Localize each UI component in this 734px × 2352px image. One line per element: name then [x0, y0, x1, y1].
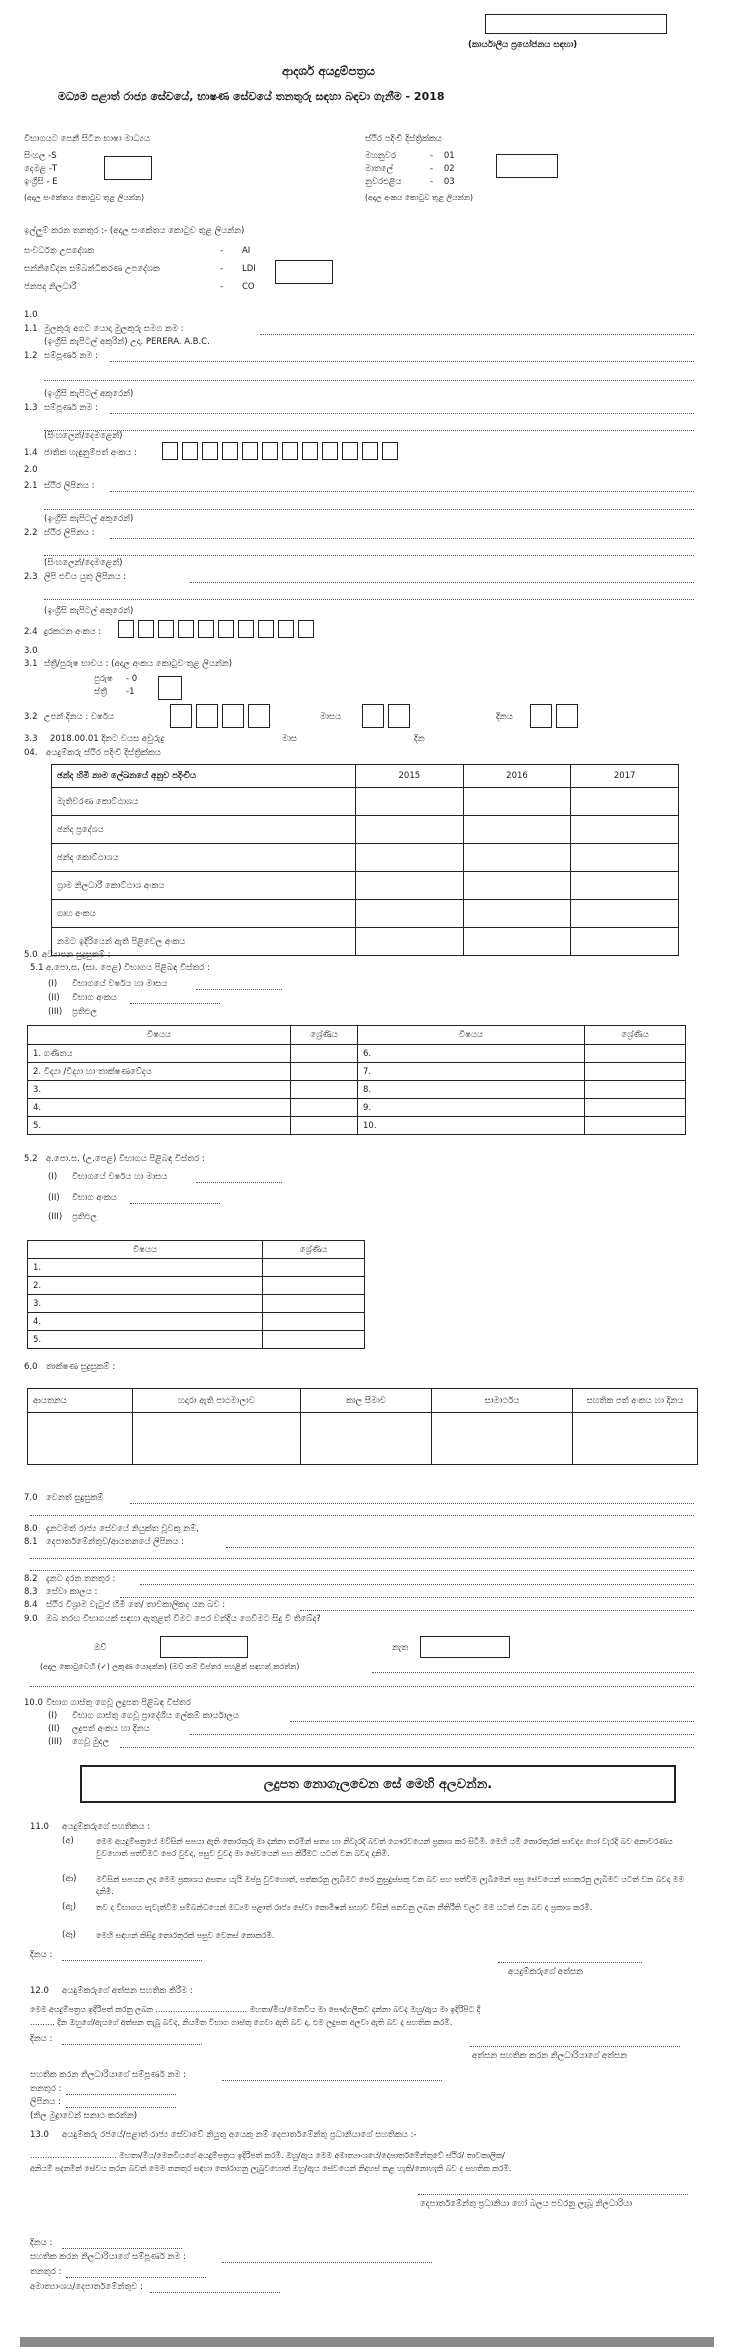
al-index-line[interactable] [130, 1203, 220, 1204]
gender-female: ස්ත්‍රී [94, 687, 108, 697]
tech-header-4: සහතික පත් අංකය හා දිනය [573, 1389, 698, 1413]
s12-date-label: දිනය : [30, 2034, 53, 2044]
s12-sign-line[interactable] [470, 2046, 680, 2047]
post-item-2: සන්නිවේදන සම්බන්ධීකරණ උපදේශක [24, 264, 160, 274]
office-use-box[interactable] [485, 14, 667, 34]
tech-header-0: ආයතනය [28, 1389, 133, 1413]
s11-declaration-2: මවිසින් සපයන ලද මෙම ප්‍රකාශය අසත්‍ය යැයි ඔප්පු වුවහොත්, පත්කරනු ලැබීමට පෙර නුසුදුස්සකු වන බව සහ පත්වීම ලැබීමෙන් පසු සේවයෙන් පහකරනු ලැබීමට යටත් වන බවද මම දනිමි. [96, 1875, 685, 1896]
q83-line[interactable] [120, 1597, 694, 1598]
s7-line-2[interactable] [30, 1515, 694, 1516]
table-row [52, 816, 679, 844]
s13-date-line[interactable] [62, 2248, 182, 2249]
ol-subject: 1. ගණිතය [28, 1045, 291, 1063]
s11-date-label: දිනය : [30, 1950, 53, 1960]
al-results-label: ප්‍රතිඵල [72, 1212, 97, 1222]
q12-line-1[interactable] [110, 361, 694, 362]
s13-name-line[interactable] [222, 2262, 432, 2263]
s13-line-2: අනියම් පදනමින් සේවය කරන බවත් මෙම තනතුර සඳහා තෝරාගනු ලැබුවහොත් ඔහු/ඇය සේවයෙන් නිදහස් කළ හැකි/නොහැකි බව ද සහතික කරමි. [30, 2164, 512, 2173]
q13-note: (සිංහලෙන්/දෙමළෙන්) [44, 431, 123, 441]
s12-address-line[interactable] [66, 2107, 176, 2108]
q33-label: 2018.00.01 දිනට වයස අවුරුදු [50, 734, 165, 744]
al-subject: 3. [28, 1295, 263, 1313]
table-row [52, 928, 679, 956]
nic-cells[interactable] [162, 442, 402, 460]
post-heading: ඉල්ලුම් කරන තනතුර :- (අදාල සංකේතය කොටුව තුළ ලියන්න) [24, 226, 245, 236]
table-row [28, 1277, 365, 1295]
table-row [28, 1063, 686, 1081]
table-row [28, 1331, 365, 1349]
q11-label: මුලකුරු අගට යොදා මුලකුරු සමග නම : [44, 324, 184, 334]
al-header-grade: ශ්‍රේණිය [263, 1241, 365, 1259]
s7-line-1[interactable] [130, 1503, 694, 1504]
district-note: (අදාල අංකය කොටුව තුළ ලියන්න) [365, 193, 473, 202]
electoral-row-label: ගෘහ අංකය [52, 900, 356, 928]
footer-bar [20, 2337, 714, 2347]
q12-number: 1.2 [24, 351, 38, 361]
s12-line-1: මෙම අයදුම්පත්‍රය ඉදිරිපත් කරනු ලබන ..................................... මහතා/මිය/මෙනවිය මා පෞද්ගලිකව දන්නා බවද ඔහු/ඇය මා ඉදිරිපිට දී [30, 2005, 481, 2014]
s13-ministry-label: අමාත්‍යාංශය/දෙපාර්තමේන්තුව : [30, 2282, 143, 2292]
q23-number: 2.3 [24, 572, 38, 582]
ol-header-subject-1: විෂයය [28, 1026, 291, 1045]
q80-number: 8.0 [24, 1524, 38, 1534]
s1-number: 1.0 [24, 310, 38, 320]
ol-subject: 5. [28, 1117, 291, 1135]
ol-subject: 7. [358, 1063, 585, 1081]
q12-line-2[interactable] [44, 380, 694, 381]
s10-line-3[interactable] [120, 1747, 694, 1748]
birth-month-cells[interactable] [362, 704, 414, 728]
post-item-1: සංවර්ධන උපදේශක [24, 246, 95, 256]
q81-line-1[interactable] [226, 1547, 694, 1548]
s11-number: 11.0 [30, 1822, 49, 1832]
s11-declaration-4: මෙහි සඳහන් කිසිදු තොරතුරක් පසුව වෙනස් නොකරමි. [96, 1931, 275, 1940]
s5-label: අධ්‍යාපන සුදුසුකම් : [42, 950, 111, 960]
al-year-line[interactable] [196, 1182, 282, 1183]
al-year-label: විභාගයේ වර්ෂය හා මාසය [72, 1172, 168, 1182]
district-kandy-code: - 01 [430, 151, 455, 161]
ol-year-roman: (I) [48, 979, 58, 989]
s13-label: අයදුම්කරු රජයේ/පළාත් රාජ්‍ය සේවාවේ නියුතු අයෙකු නම් දෙපාර්තමේන්තු ප්‍රධානියාගේ සහතිකය :- [62, 2130, 417, 2140]
q23-line-1[interactable] [190, 582, 694, 583]
s13-ministry-line[interactable] [150, 2292, 280, 2293]
q11-number: 1.1 [24, 324, 38, 334]
al-subject: 2. [28, 1277, 263, 1295]
electoral-row-label: මැතිවරණ කොට්ඨාශය [52, 788, 356, 816]
s11-date-line[interactable] [62, 1960, 202, 1961]
q84-label: ස්ථිර විශ්‍රාම වැටුප් හිමි තෙ/ තාවකාලිකද යන බව : [46, 1600, 226, 1610]
al-year-roman: (I) [48, 1172, 58, 1182]
q81-number: 8.1 [24, 1537, 38, 1547]
medium-sinhala: සිංහල -S [24, 151, 57, 161]
ol-header-grade-2: ශ්‍රේණිය [585, 1026, 686, 1045]
electoral-header-0: ඡන්ද හිමි නාම ලේඛනයේ අනුව පදිංචිය [52, 765, 356, 788]
s10-roman-3: (III) [48, 1737, 63, 1747]
q12-label: සම්පූර්ණ නම : [44, 351, 98, 361]
s11-label: අයදුම්කරුගේ සහතිකය : [62, 1822, 151, 1832]
s10-roman-2: (II) [48, 1724, 60, 1734]
q80-label: දැනටමත් රාජ්‍ය සේවයේ නියුක්ත වූවකු නම්, [46, 1524, 199, 1534]
q51-number: 5.1 [30, 963, 44, 973]
al-subject: 4. [28, 1313, 263, 1331]
q22-note: (සිංහලෙන්/දෙමළෙන්) [44, 558, 123, 568]
table-row [52, 900, 679, 928]
q21-number: 2.1 [24, 481, 38, 491]
s13-name-label: සහතික කරන නිලධාරියාගේ සම්පූර්ණ නම : [30, 2252, 186, 2262]
q82-number: 8.2 [24, 1574, 38, 1584]
tech-header-2: කාල සීමාව [301, 1389, 432, 1413]
q52-label: අ.පො.ස. (උ.පෙළ) විභාගය පිළිබඳ විස්තර : [46, 1154, 205, 1164]
s10-item-3: ගෙවූ මුදල [72, 1737, 110, 1747]
district-matale: මාතලේ [365, 164, 394, 174]
al-results-table [27, 1240, 365, 1349]
district-nuwaraeliya-code: - 03 [430, 177, 455, 187]
q11-line[interactable] [260, 334, 694, 335]
al-results-roman: (III) [48, 1212, 63, 1222]
ol-results-roman: (III) [48, 1007, 63, 1017]
phone-cells[interactable] [118, 620, 318, 638]
ol-index-roman: (II) [48, 993, 60, 1003]
tech-header-1: හදාරා ඇති පාඨමාලාව [133, 1389, 301, 1413]
q14-number: 1.4 [24, 448, 38, 458]
medium-heading: විභාගයට පෙනී සිටින භාෂා මාධ්‍යය [24, 134, 150, 144]
age-month-label: මාස [282, 734, 298, 744]
electoral-row-label: නමට ඉදිරියෙන් ඇති පිළිවෙල අංකය [52, 928, 356, 956]
s12-post-line[interactable] [66, 2094, 176, 2095]
s10-item-2: ලදුපත් අංකය හා දිනය [72, 1724, 150, 1734]
q84-line[interactable] [300, 1610, 694, 1611]
medium-tamil: දෙමළ -T [24, 164, 58, 174]
s10-line-2[interactable] [190, 1734, 694, 1735]
q14-label: ජාතික හැඳුනුම්පත් අංකය : [44, 448, 137, 458]
q23-note: (ඉංග්‍රීසි කැපිටල් අකුරෙන්) [44, 606, 134, 616]
post-box[interactable] [275, 260, 333, 284]
electoral-header-2: 2016 [463, 765, 571, 788]
birth-year-cells[interactable] [170, 704, 274, 728]
s10-item-1: විභාග ගාස්තු ගෙවූ ප්‍රාදේශීය ලේකම් කාර්යාලය [72, 1711, 239, 1721]
s9-note: (අදාල කොටුවෙහි (✓) ලකුණ යොදන්න) (ඔව් නම් විස්තර පහළින් සඳහන් කරන්න) [40, 1662, 300, 1671]
s9-line-2[interactable] [30, 1686, 694, 1687]
ol-subject: 4. [28, 1099, 291, 1117]
ol-subject: 3. [28, 1081, 291, 1099]
q13-label: සම්පූර්ණ නම : [44, 403, 98, 413]
s12-seal-note: (නිල මුද්‍රාවෙන් සනාථ කරන්න) [30, 2111, 138, 2121]
electoral-row-label: ඡන්ද කොට්ඨාශය [52, 844, 356, 872]
s10-number: 10.0 [24, 1698, 43, 1708]
ol-year-label: විභාගයේ වර්ෂය හා මාසය [72, 979, 168, 989]
s13-post-line[interactable] [66, 2277, 206, 2278]
q23-line-2[interactable] [44, 599, 694, 600]
s6-number: 6.0 [24, 1362, 38, 1372]
s11-marker-1: (අ) [62, 1836, 74, 1846]
q51-label: අ.පො.ස. (සා. පෙළ) විභාගය පිළිබඳ විස්තර : [46, 963, 210, 973]
s9-number: 9.0 [24, 1614, 38, 1624]
ol-subject: 2. විද්‍යා /විද්‍යා හා තාක්ෂණවේදය [28, 1063, 291, 1081]
s13-sign-line[interactable] [418, 2194, 688, 2195]
table-row [52, 788, 679, 816]
q21-line-1[interactable] [110, 491, 694, 492]
tech-header-3: සාමාර්ථය [432, 1389, 573, 1413]
district-box[interactable] [496, 154, 558, 178]
ol-year-line[interactable] [196, 989, 282, 990]
q81-line-3[interactable] [30, 1570, 694, 1571]
q22-line-2[interactable] [44, 555, 694, 556]
ol-index-label: විභාග අංකය [72, 993, 117, 1003]
post-item-2-code: - LDI [220, 264, 256, 274]
s5-number: 5.0 [24, 950, 38, 960]
q22-number: 2.2 [24, 528, 38, 538]
s11-marker-4: (ඈ) [62, 1930, 77, 1940]
al-index-roman: (II) [48, 1193, 60, 1203]
birth-day-label: දිනය [496, 712, 513, 722]
s11-marker-3: (ඇ) [62, 1902, 77, 1912]
q32-number: 3.2 [24, 712, 38, 722]
s9-yes-box[interactable] [160, 1636, 248, 1658]
ol-subject: 10. [358, 1117, 585, 1135]
q22-label: ස්ථිර ලිපිනය : [44, 528, 95, 538]
age-day-label: දින [414, 734, 425, 744]
q31-label: ස්ත්‍රී/පුරුෂ භාවය : (අදාල අංකය කොටුව තුළ ලියන්න) [44, 659, 233, 669]
s11-declaration-1: මෙම අයදුම්පත්‍රයේ මවිසින් සපයා ඇති තොරතුරු මා දන්නා තරමින් සත්‍ය හා නිවැරදි බවත් ගෞරවයෙන් ප්‍රකාශ කර සිටිමි. මෙහි යම් තොරතුරක් සාවද්‍ය හෝ වැරදි බව අනාවරණය වුවහොත් පත්වීමට පෙර වුවද, පසුව වුවද මා සේවයෙන් පහ කිරීමට යටත් වන බවද දනිමි. [96, 1837, 673, 1858]
medium-note: (අදාල සංකේතය කොටුව තුළ ලියන්න) [24, 193, 145, 202]
s9-line-1[interactable] [372, 1672, 694, 1673]
s4-number: 04. [24, 748, 38, 758]
gender-male: පුරුෂ [94, 674, 113, 684]
s10-line-1[interactable] [290, 1721, 694, 1722]
al-header-subject: විෂයය [28, 1241, 263, 1259]
s4-label: අයදුම්කරු ස්ථිර පදිංචි දිස්ත්‍රික්කය [46, 748, 161, 758]
q24-number: 2.4 [24, 627, 38, 637]
q82-label: දැනට දරන තනතුර : [46, 1574, 116, 1584]
district-heading: ස්ථිර පදිංචි දිස්ත්‍රික්කය [365, 134, 442, 144]
q52-number: 5.2 [24, 1154, 38, 1164]
ol-header-subject-2: විෂයය [358, 1026, 585, 1045]
q24-label: දුරකථන අංකය : [44, 627, 102, 637]
q13-line-2[interactable] [44, 430, 694, 431]
electoral-header-1: 2015 [356, 765, 464, 788]
s12-address-label: ලිපිනය : [30, 2097, 61, 2107]
q81-label: දෙපාර්තමේන්තුව/ආයතනයේ ලිපිනය : [46, 1537, 185, 1547]
q13-line-1[interactable] [110, 413, 694, 414]
s10-label: විභාග ගාස්තු ගෙවූ ලදුපත පිළිබඳ විස්තර [46, 1698, 191, 1708]
q82-line[interactable] [140, 1584, 694, 1585]
q33-number: 3.3 [24, 734, 38, 744]
receipt-paste-area[interactable]: ලදුපත නොගැලවෙන සේ මෙහි අලවන්න. [80, 1765, 676, 1803]
table-row [28, 1099, 686, 1117]
al-subject: 5. [28, 1331, 263, 1349]
form-subtitle: මධ්‍යම පළාත් රාජ්‍ය සේවයේ, භාෂණ සේවයේ තනතුරු සඳහා බඳවා ගැනීම - 2018 [58, 90, 445, 103]
gender-female-code: -1 [126, 687, 135, 697]
al-index-label: විභාග අංකය [72, 1193, 117, 1203]
ol-subject: 9. [358, 1099, 585, 1117]
s12-sign-label: අත්සන සහතික කරන නිලධාරියාගේ අත්සන [472, 2051, 628, 2061]
q21-line-2[interactable] [44, 509, 694, 510]
q31-number: 3.1 [24, 659, 38, 669]
q23-label: ලිපි එවිය යුතු ලිපිනය : [44, 572, 127, 582]
table-row [28, 1313, 365, 1331]
table-row [52, 872, 679, 900]
s11-sign-label: අයදුම්කරුගේ අත්සන [508, 1967, 583, 1977]
birth-month-label: මාසය [320, 712, 342, 722]
post-item-1-code: - AI [220, 246, 251, 256]
s13-sign-label: දෙපාර්තමේන්තු ප්‍රධානියා හෝ බලය පවරනු ලැබූ නිලධාරියා [420, 2199, 633, 2209]
s12-number: 12.0 [30, 1986, 49, 1996]
table-row [28, 1081, 686, 1099]
district-matale-code: - 02 [430, 164, 455, 174]
q21-note: (ඉංග්‍රීසි කැපිටල් අකුරෙන්) [44, 514, 134, 524]
medium-box[interactable] [104, 156, 152, 180]
s12-name-line[interactable] [222, 2080, 442, 2081]
ol-header-grade-1: ශ්‍රේණිය [291, 1026, 358, 1045]
al-subject: 1. [28, 1259, 263, 1277]
medium-english: ඉංග්‍රීසි - E [24, 177, 58, 187]
ol-subject: 6. [358, 1045, 585, 1063]
birth-day-cells[interactable] [530, 704, 582, 728]
ol-results-label: ප්‍රතිඵල [72, 1007, 97, 1017]
electoral-header-3: 2017 [571, 765, 679, 788]
post-item-3: ජනපද නිලධාරී [24, 282, 77, 292]
q83-number: 8.3 [24, 1587, 38, 1597]
s12-label: අයදුම්කරුගේ අත්සන සහතික කිරීම : [62, 1986, 193, 1996]
s13-line-1: ................................... මහතා/මිය/මෙනවියගේ අයදුම්පත්‍රය ඉදිරිපත් කරමි. ඔහු/ඇය මෙම අමාත්‍යාංශයේ/දෙපාර්තමේන්තුවේ ස්ථිර/ තාවකාලික/ [30, 2151, 505, 2160]
s11-marker-2: (ආ) [62, 1874, 77, 1884]
district-kandy: මහනුවර [365, 151, 396, 161]
s7-label: වෙනත් සුදුසුකම් [46, 1493, 104, 1503]
electoral-table [51, 764, 679, 956]
s13-number: 13.0 [30, 2130, 49, 2140]
ol-subject: 8. [358, 1081, 585, 1099]
s9-no-label: නැත [392, 1643, 409, 1653]
s9-yes-label: ඔව් [94, 1643, 107, 1653]
electoral-row-label: ග්‍රාම නිලධාරී කොට්ඨාශ අංකය [52, 872, 356, 900]
table-row [28, 1259, 365, 1277]
technical-table [27, 1388, 698, 1465]
q11-example: (ඉංග්‍රීසි කැපිටල් අකුරින්) උදා. PERERA. A.B.C. [44, 337, 210, 347]
q21-label: ස්ථිර ලිපිනය : [44, 481, 95, 491]
s13-date-label: දිනය : [30, 2238, 53, 2248]
s12-line-2: .......... දින ඔහුගේ/ඇයගේ අත්සන තැබූ බවද, නියමිත විභාග ගාස්තු ගෙවා ඇති බව ද, එම ලදුපත අලවා ඇති බව ද සහතික කරමි. [30, 2018, 453, 2027]
office-use-label: (කාර්යාලීය ප්‍රයෝජනය සඳහා) [468, 40, 578, 50]
q22-line-1[interactable] [110, 538, 694, 539]
ol-results-table [27, 1025, 686, 1135]
post-item-3-code: - CO [220, 282, 255, 292]
s9-no-box[interactable] [420, 1636, 510, 1658]
gender-box[interactable] [158, 676, 182, 700]
table-row [28, 1413, 698, 1465]
s11-sign-line[interactable] [498, 1962, 642, 1963]
electoral-row-label: ඡන්ද ප්‍රදේශය [52, 816, 356, 844]
s10-roman-1: (I) [48, 1711, 58, 1721]
s13-post-label: තනතුර : [30, 2267, 62, 2277]
s12-post-label: තනතුර : [30, 2084, 62, 2094]
s6-label: තාක්ෂණ සුදුසුකම් : [46, 1362, 116, 1372]
s2-number: 2.0 [24, 465, 38, 475]
ol-index-line[interactable] [130, 1003, 220, 1004]
table-row [28, 1045, 686, 1063]
q81-line-2[interactable] [30, 1558, 694, 1559]
form-title: ආදර්ශ අයදුම්පත්‍රය [282, 64, 375, 78]
s12-name-label: සහතික කරන නිලධාරියාගේ සම්පූර්ණ නම : [30, 2070, 186, 2080]
q12-note: (ඉංග්‍රීසි කැපිටල් අකුරෙන්) [44, 389, 134, 399]
table-row [52, 844, 679, 872]
q83-label: සේවා කාලය : [46, 1587, 98, 1597]
s9-label: ඔබ තරඟ විභාගයක් සඳහා ඇතුළත් වීමට පෙර වන්දිය ගෙවීමට සිදු වී තිබේද? [46, 1614, 321, 1624]
s7-number: 7.0 [24, 1493, 38, 1503]
table-row [28, 1295, 365, 1313]
q32-label: උපන් දිනය : වර්ෂය [44, 712, 115, 722]
s11-declaration-3: තව ද විභාගය පැවැත්වීම සම්බන්ධයෙන් මධ්‍යම පළාත් රාජ්‍ය සේවා කොමිෂන් සභාව විසින් පනවනු ලබන නීතිරීති වලට මම යටත් වන බව ද ප්‍රකාශ කරමි. [96, 1903, 593, 1912]
table-row [28, 1117, 686, 1135]
s12-date-line[interactable] [62, 2044, 202, 2045]
district-nuwaraeliya: නුවරඑළිය [365, 177, 402, 187]
gender-male-code: - 0 [126, 674, 138, 684]
q13-number: 1.3 [24, 403, 38, 413]
q84-number: 8.4 [24, 1600, 38, 1610]
s3-number: 3.0 [24, 646, 38, 656]
